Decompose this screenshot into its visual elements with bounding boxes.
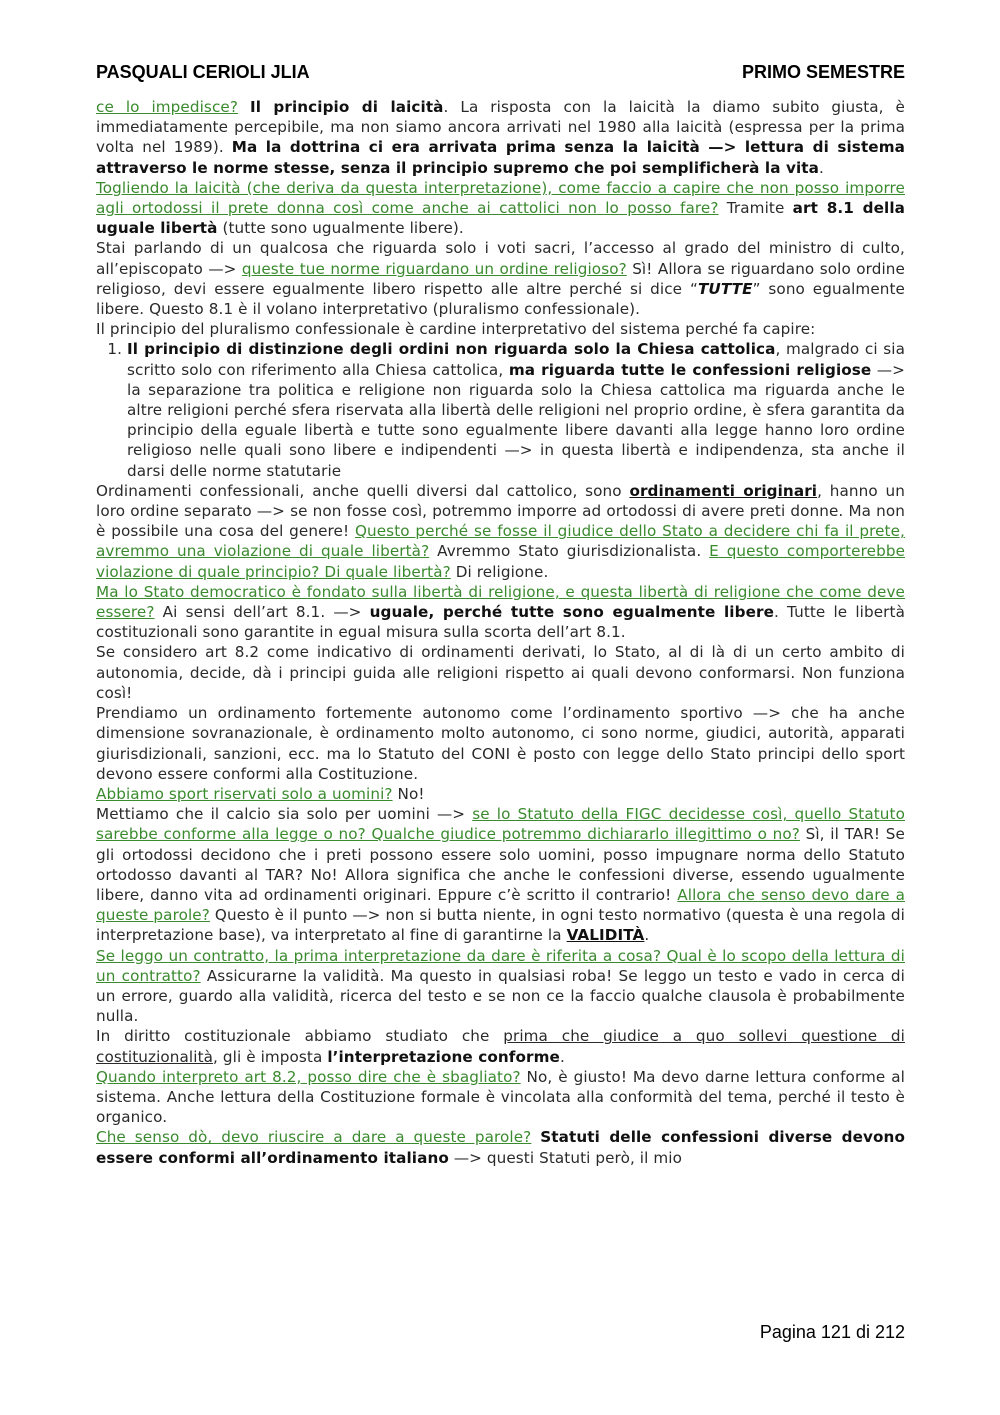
question-text: Quando interpreto art 8.2, posso dire che è sbagliato? [96,1067,521,1086]
semester-label: PRIMO SEMESTRE [741,62,905,82]
paragraph: Il principio del pluralismo confessionale è cardine interpretativo del sistema perché fa capire: [96,320,816,339]
bold-underlined-text: ordinamenti originari [629,481,818,500]
question-text: Togliendo la laicità (che deriva da questa interpretazione), come faccio a capire che non posso imporre agli ortodossi il prete donna così come anche ai cattolici non lo posso fare? [96,178,905,218]
paragraph: Prendiamo un ordinamento fortemente autonomo come l’ordinamento sportivo —> che ha anche dimensione sovranazionale, è ordinamento molto autonomo, ci sono norme, giudici, autorità, apparati giurisdizionali, sanzioni, ecc. ma lo Statuto del CONI è posto con legge dello Stato principi dello sport devono essere conformi alla Costituzione. [96,704,905,783]
question-text: se lo Statuto della FIGC decidesse così, quello Statuto sarebbe conforme alla legge o no? Qualche giudice potremmo dichiararlo illegittimo o no? [96,805,905,844]
question-text: queste tue norme riguardano un ordine religioso? [241,259,627,278]
bold-italic-text: TUTTE [697,279,753,298]
paragraph: Stai parlando di un qualcosa che riguarda solo i voti sacri, l’accesso al grado del ministro di culto, all’episcopato —> queste tue norme riguardano un ordine religioso? Sì! Allora se riguardano solo ordine religioso, devi essere egualmente libero rispetto alle altre perché si dice “TUTTE” sono egualmente libere. Questo 8.1 è il volano interpretativo (pluralismo confessionale). [96,239,905,319]
bold-text: Statuti delle confessioni diverse devono essere conformi all’ordinamento italiano [96,1128,905,1167]
numbered-list [96,339,905,480]
question-text: Ma lo Stato democratico è fondato sulla libertà di religione, e questa libertà di religione che come deve essere? [96,582,905,622]
question-text: E questo comporterebbe violazione di quale principio? Di quale libertà? [96,542,906,581]
paragraph: Ordinamenti confessionali, anche quelli diversi dal cattolico, sono ordinamenti originari, hanno un loro ordine separato —> se non fosse così, potremmo imporre ad ortodossi di avere preti donne. Ma non è possibile una cosa del genere! Questo perché se fosse il giudice dello Stato a decidere chi fa il prete, avremmo una violazione di quale libertà? Avremmo Stato giurisdizionalista. E questo comporterebbe violazione di quale principio? Di quale libertà? Di religione. [96,481,906,581]
question-text: Che senso dò, devo riuscire a dare a queste parole? [96,1128,532,1147]
question-text: Questo perché se fosse il giudice dello Stato a decidere chi fa il prete, avremmo una violazione di quale libertà? [96,522,905,561]
bold-underlined-text: VALIDITÀ [566,926,645,945]
author-name: PASQUALI CERIOLI JLIA [96,62,310,82]
bold-text: uguale, perché tutte sono egualmente libere [369,603,774,622]
paragraph: Se considero art 8.2 come indicativo di ordinamenti derivati, lo Stato, al di là di un certo ambito di autonomia, decide, dà i principi guida alle religioni rispetto ai quali devono conformarsi. Non funziona così! [96,643,905,702]
bold-text: ma riguarda tutte le confessioni religiose [508,360,872,379]
bold-text: l’interpretazione conforme [327,1047,560,1066]
paragraph: Che senso dò, devo riuscire a dare a queste parole? Statuti delle confessioni diverse devono essere conformi all’ordinamento italiano —> questi Statuti però, il mio [96,1128,905,1167]
paragraph: Abbiamo sport riservati solo a uomini? No! [96,784,425,803]
bold-text: Il principio di distinzione degli ordini non riguarda solo la Chiesa cattolica [127,340,776,359]
paragraph: Quando interpreto art 8.2, posso dire che è sbagliato? No, è giusto! Ma devo darne lettura conforme al sistema. Anche lettura della Costituzione formale è vincolata alla conformità del tema, perché il testo è organico. [96,1067,905,1127]
question-text: Se leggo un contratto, la prima interpretazione da dare è riferita a cosa? Qual è lo scopo della lettura di un contratto? [96,946,905,985]
paragraph: In diritto costituzionale abbiamo studiato che prima che giudice a quo sollevi questione di costituzionalità, gli è imposta l’interpretazione conforme. [96,1027,905,1066]
paragraph: ce lo impedisce? Il principio di laicità. La risposta con la laicità la diamo subito giusta, è immediatamente percepibile, ma non siamo ancora arrivati nel 1980 alla laicità (espressa per la prima volta nel 1989). Ma la dottrina ci era arrivata prima senza la laicità —> lettura di sistema attraverso le norme stesse, senza il principio supremo che poi semplificherà la vita. [96,98,905,177]
paragraph: Togliendo la laicità (che deriva da questa interpretazione), come faccio a capire che non posso imporre agli ortodossi il prete donna così come anche ai cattolici non lo posso fare? Tramite art 8.1 della uguale libertà (tutte sono ugualmente libere). [96,178,905,238]
paragraph: Se leggo un contratto, la prima interpretazione da dare è riferita a cosa? Qual è lo scopo della lettura di un contratto? Assicurarne la validità. Ma questo in qualsiasi roba! Se leggo un testo e vado in cerca di un errore, guardo alla validità, ricerca del testo e se non ce la faccio qualche clausola è probabilmente nulla. [96,946,905,1026]
question-text: ce lo impedisce? [96,98,238,116]
question-text: Allora che senso devo dare a queste parole? [96,885,906,925]
page-content [96,97,905,1168]
bold-text: Ma la dottrina ci era arrivata prima senza la laicità —> lettura di sistema attraverso le norme stesse, senza il principio supremo che poi semplificherà la vita [96,138,905,177]
page-header [96,62,905,83]
question-text: Abbiamo sport riservati solo a uomini? [96,784,393,803]
paragraph: Mettiamo che il calcio sia solo per uomini —> se lo Statuto della FIGC decidesse così, quello Statuto sarebbe conforme alla legge o no? Qualche giudice potremmo dichiararlo illegittimo o no? Sì, il TAR! Se gli ortodossi decidono che i preti possono essere solo uomini, posso impugnare norma dello Statuto ortodosso davanti al TAR? No! Allora significa che anche le confessioni diverse, essendo ugualmente libere, danno vita ad ordinamenti originari. Eppure c’è scritto il contrario! Allora che senso devo dare a queste parole? Questo è il punto —> non si butta niente, in ogni testo normativo (questa è una regola di interpretazione base), va interpretato al fine di garantirne la VALIDITÀ. [96,805,906,945]
page-number: Pagina 121 di 212 [759,1322,905,1342]
bold-text: Il principio di laicità [249,98,444,116]
paragraph: Ma lo Stato democratico è fondato sulla libertà di religione, e questa libertà di religione che come deve essere? Ai sensi dell’art 8.1. —> uguale, perché tutte sono egualmente libere. Tutte le libertà costituzionali sono garantite in egual misura sulla scorta dell’art 8.1. [96,582,905,642]
bold-text: art 8.1 della uguale libertà [96,199,905,238]
list-item: 1. Il principio di distinzione degli ordini non riguarda solo la Chiesa cattolica, malgrado ci sia scritto solo con riferimento alla Chiesa cattolica, ma riguarda tutte le confessioni religiose —> la separazione tra politica e religione non riguarda solo la Chiesa cattolica ma riguarda anche le altre religioni perché sfera riservata alla libertà delle religioni nel proprio ordine, è sfera garantita da principio della eguale libertà e tutte sono egualmente libere davanti alla legge hanno loro ordine religioso nelle quali sono libere e indipendenti —> in questa libertà e indipendenza, sta anche il darsi delle norme statutarie [127,339,905,480]
underlined-text: prima che giudice a quo sollevi questione di costituzionalità [96,1027,905,1066]
